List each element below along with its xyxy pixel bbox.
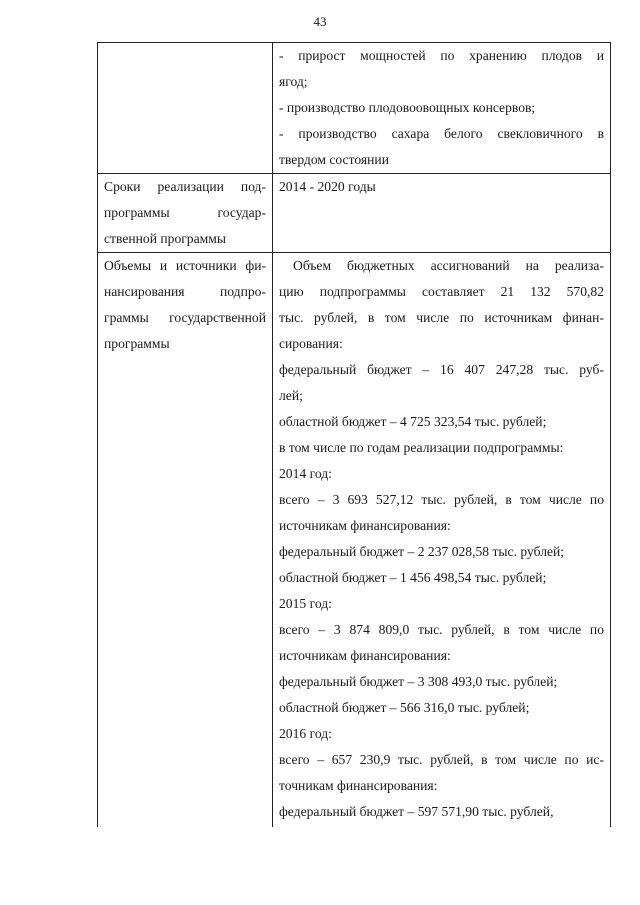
table-row [98, 174, 611, 253]
text-line: 2016 год: [279, 726, 332, 741]
text-line: всего – 3 693 527,12 тыс. рублей, в том числе по [279, 492, 604, 507]
text-line: федеральный бюджет – 597 571,90 тыс. рублей, [279, 804, 554, 819]
passport-table [97, 42, 611, 827]
text-line: федеральный бюджет – 16 407 247,28 тыс. руб- [279, 362, 604, 377]
row-value-cell [273, 43, 611, 174]
text-line: всего – 657 230,9 тыс. рублей, в том числе по ис- [279, 752, 604, 767]
table-row [98, 43, 611, 174]
text-line: областной бюджет – 566 316,0 тыс. рублей; [279, 700, 530, 715]
text-line: 2014 - 2020 годы [279, 179, 376, 194]
text-line: точникам финансирования: [279, 778, 438, 793]
row-value-cell [273, 174, 611, 253]
label-line: программы государ- [104, 205, 266, 220]
text-line: тыс. рублей, в том числе по источникам финан- [279, 310, 604, 325]
label-line: Сроки реализации под- [104, 179, 266, 194]
text-line: областной бюджет – 1 456 498,54 тыс. рублей; [279, 570, 547, 585]
text-line: цию подпрограммы составляет 21 132 570,82 [279, 284, 604, 299]
label-line: программы [104, 336, 170, 351]
text-line: 2014 год: [279, 466, 332, 481]
text-line: лей; [279, 388, 303, 403]
label-line: нансирования подпро- [104, 284, 266, 299]
row-label-cell [98, 174, 273, 253]
row-label-cell [98, 43, 273, 174]
text-line: в том числе по годам реализации подпрограммы: [279, 440, 564, 455]
text-line: федеральный бюджет – 2 237 028,58 тыс. рублей; [279, 544, 565, 559]
text-line: твердом состоянии [279, 152, 389, 167]
text-line: всего – 3 874 809,0 тыс. рублей, в том числе по [279, 622, 604, 637]
text-line: источникам финансирования: [279, 648, 451, 663]
text-line: источникам финансирования: [279, 518, 451, 533]
label-line: ственной программы [104, 231, 226, 246]
text-line: федеральный бюджет – 3 308 493,0 тыс. рублей; [279, 674, 558, 689]
text-line: - производство плодовоовощных консервов; [279, 100, 536, 115]
row-label-cell [98, 253, 273, 828]
table-row [98, 253, 611, 828]
text-line: Объем бюджетных ассигнований на реализа- [293, 258, 604, 273]
text-line: областной бюджет – 4 725 323,54 тыс. рублей; [279, 414, 547, 429]
page-number: 43 [313, 14, 327, 29]
text-line: 2015 год: [279, 596, 332, 611]
row-value-cell [273, 253, 611, 828]
text-line: - прирост мощностей по хранению плодов и [279, 48, 604, 63]
label-line: граммы государственной [104, 310, 266, 325]
label-line: Объемы и источники фи- [104, 258, 266, 273]
text-line: ягод; [279, 74, 308, 89]
text-line: сирования: [279, 336, 343, 351]
text-line: - производство сахара белого свекловичного в [279, 126, 604, 141]
